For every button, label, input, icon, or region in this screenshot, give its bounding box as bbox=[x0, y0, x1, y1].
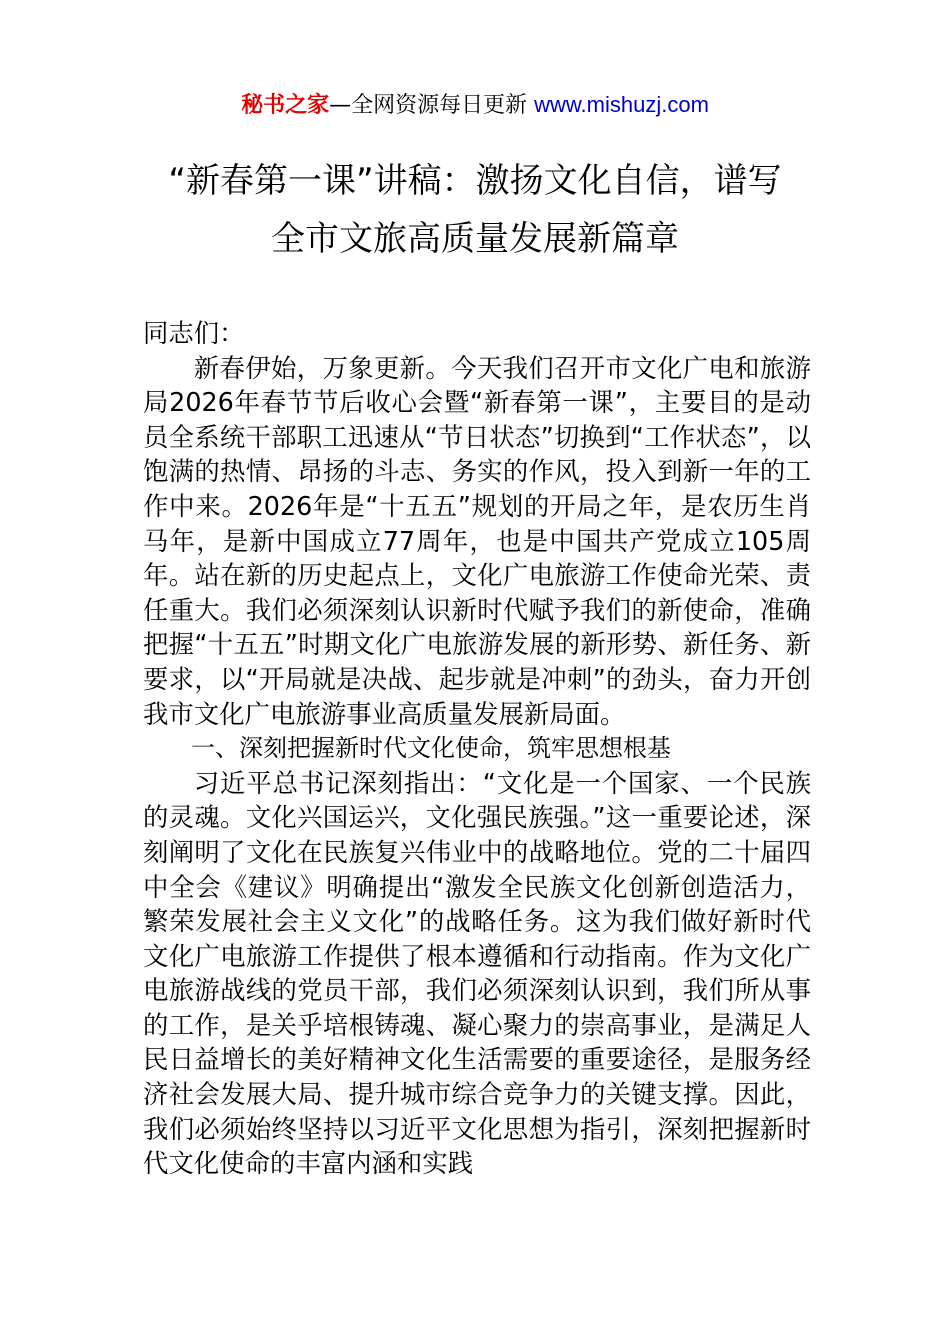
salutation: 同志们： bbox=[143, 318, 245, 348]
document-body bbox=[143, 316, 811, 1181]
title-line-2: 全市文旅高质量发展新篇章 bbox=[271, 219, 679, 259]
section-heading-1: 一、深刻把握新时代文化使命，筑牢思想根基 bbox=[191, 734, 671, 763]
paragraph-section-1: 习近平总书记深刻指出：“文化是一个国家、一个民族的灵魂。文化兴国运兴，文化强民族强。”这一重要论述，深刻阐明了文化在民族复兴伟业中的战略地位。党的二十届四中全会《建议》明确提出“激发全民族文化创新创造活力，繁荣发展社会主义文化”的战略任务。这为我们做好新时代文化广电旅游工作提供了根本遵循和行动指南。作为文化广电旅游战线的党员干部，我们必须深刻认识到，我们所从事的工作，是关乎培根铸魂、凝心聚力的崇高事业，是满足人民日益增长的美好精神文化生活需要的重要途径，是服务经济社会发展大局、提升城市综合竞争力的关键支撑。因此，我们必须始终坚持以习近平文化思想为指引，深刻把握新时代文化使命的丰富内涵和实践 bbox=[143, 767, 811, 1179]
paragraph-intro: 新春伊始，万象更新。今天我们召开市文化广电和旅游局2026年春节节后收心会暨“新春第一课”，主要目的是动员全系统干部职工迅速从“节日状态”切换到“工作状态”，以饱满的热情、昂扬的斗志、务实的作风，投入到新一年的工作中来。2026年是“十五五”规划的开局之年，是农历生肖马年，是新中国成立77周年，也是中国共产党成立105周年。站在新的历史起点上，文化广电旅游工作使命光荣、责任重大。我们必须深刻认识新时代赋予我们的新使命，准确把握“十五五”时期文化广电旅游发展的新形势、新任务、新要求，以“开局就是决战、起步就是冲刺”的劲头，奋力开创我市文化广电旅游事业高质量发展新局面。 bbox=[143, 352, 811, 729]
title-line-1: “新春第一课”讲稿：激扬文化自信，谱写 bbox=[168, 161, 782, 201]
site-header bbox=[0, 88, 950, 123]
site-url-link[interactable]: www.mishuzj.com bbox=[534, 92, 709, 117]
document-title bbox=[120, 152, 830, 268]
header-tagline: —全网资源每日更新 bbox=[329, 93, 535, 118]
brand-name: 秘书之家 bbox=[241, 93, 330, 118]
